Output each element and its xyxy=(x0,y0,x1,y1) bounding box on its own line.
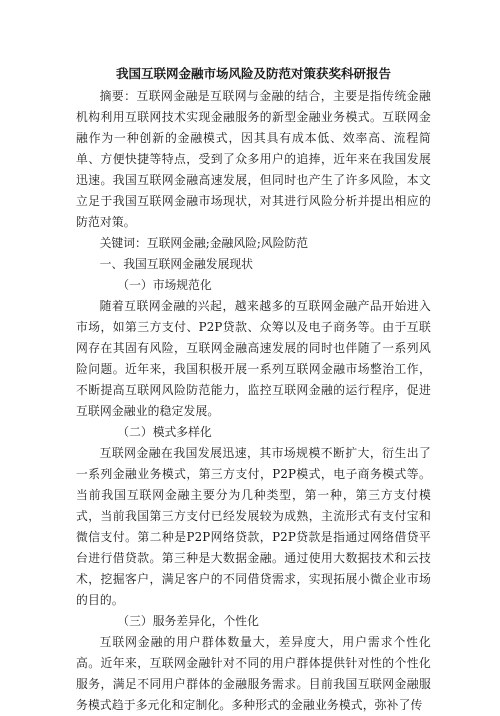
keywords-line: 关键词：互联网金融;金融风险;风险防范 xyxy=(99,236,309,250)
subsection-paragraph-2: 互联网金融在我国发展迅速，其市场规模不断扩大，衍生出了一系列金融业务模式，第三方支付，P2P模式，电子商务模式等。当前我国互联网金融主要分为几种类型，第一种，第三方支付模式，当前我国第三方支付已经发展较为成熟，主流形式有支付宝和微信支付。第二种是P2P网络贷款，P2P贷款是指通过网络借贷平台进行借贷款。第三种是大数据金融。通过使用大数据技术和云技术，挖掘客户，满足客户的不同借贷需求，实现拓展小微企业市场的目的。 xyxy=(76,446,431,607)
subsection-heading-3: （三）服务差异化，个性化 xyxy=(117,614,259,628)
subsection-paragraph-3: 互联网金融的用户群体数量大，差异度大，用户需求个性化高。近年来，互联网金融针对不同的用户群体提供针对性的个性化服务，满足不同用户群体的金融服务需求。目前我国互联网金融服务模式趋于多元化和定制化。多种形式的金融业务模式，弥补了传 xyxy=(76,635,431,712)
subsection-heading-1: （一）市场规范化 xyxy=(117,278,212,292)
document-title: 我国互联网金融市场风险及防范对策获奖科研报告 xyxy=(115,66,391,81)
abstract-paragraph: 摘要：互联网金融是互联网与金融的结合，主要是指传统金融机构利用互联网技术实现金融服务的新型金融业务模式。互联网金融作为一种创新的金融模式，因其具有成本低、效率高、流程简单、方便快捷等特点，受到了众多用户的追捧，近年来在我国发展迅速。我国互联网金融高速发展，但同时也产生了许多风险，本文立足于我国互联网金融市场现状，对其进行风险分析并提出相应的防范对策。 xyxy=(76,89,431,229)
section-heading-1: 一、我国互联网金融发展现状 xyxy=(99,257,253,271)
subsection-paragraph-1: 随着互联网金融的兴起，越来越多的互联网金融产品开始进入市场，如第三方支付、P2P贷款、众筹以及电子商务等。由于互联网存在其固有风险，互联网金融高速发展的同时也伴随了一系列风险问题。近年来，我国积极开展一系列互联网金融市场整治工作，不断提高互联网风险防范能力，监控互联网金融的运行程序，促进互联网金融业的稳定发展。 xyxy=(76,299,431,418)
document-body xyxy=(76,64,431,716)
subsection-heading-2: （二）模式多样化 xyxy=(117,425,212,439)
